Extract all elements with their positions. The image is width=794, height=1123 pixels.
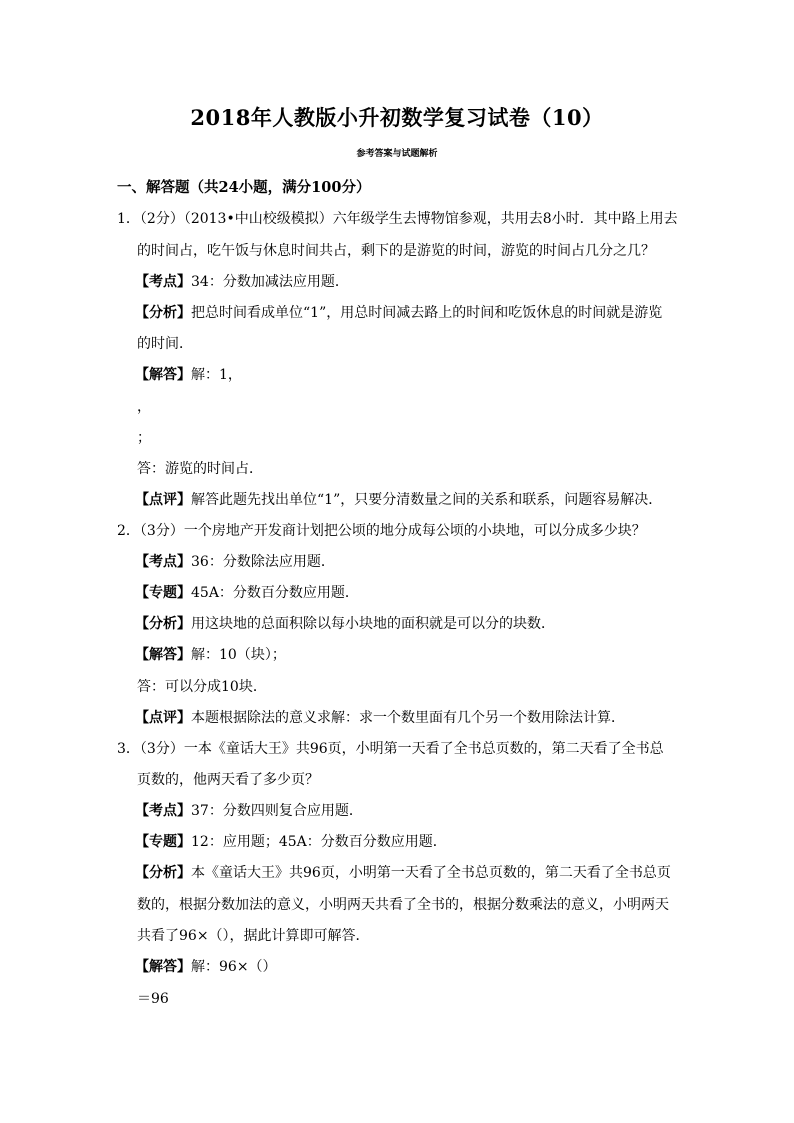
q1-dianping-tag: 【点评】 — [135, 492, 191, 508]
q3-jieda — [135, 956, 277, 976]
q2-dianping — [135, 707, 625, 727]
q1-kaodian-tag: 【考点】 — [135, 274, 191, 290]
q1-stem-line2: 的时间占，吃午饭与休息时间共占，剩下的是游览的时间，游览的时间占几分之几？ — [137, 243, 655, 259]
q3-zhuanti-text: 12：应用题；45A：分数百分数应用题． — [191, 834, 447, 850]
q1-kaodian — [135, 271, 349, 291]
q1-jieda-line3: ； — [137, 430, 151, 446]
q3-fenxi-tag: 【分析】 — [135, 865, 191, 881]
q2-jieda-text: 解：10（块）； — [191, 647, 286, 663]
q3-jieda-tag: 【解答】 — [135, 959, 191, 975]
document-subtitle: 参考答案与试题解析 — [356, 149, 438, 159]
q3-kaodian-text: 37：分数四则复合应用题． — [191, 803, 363, 819]
q2-jieda — [135, 644, 286, 664]
q2-dianping-tag: 【点评】 — [135, 710, 191, 726]
q3-stem-line2: 页数的，他两天看了多少页？ — [137, 772, 319, 788]
q2-answer: 答：可以分成10块． — [137, 679, 267, 695]
q3-zhuanti-tag: 【专题】 — [135, 834, 191, 850]
q2-kaodian-text: 36：分数除法应用题． — [191, 554, 335, 570]
q1-dianping-text: 解答此题先找出单位“1”，只要分清数量之间的关系和联系，问题容易解决． — [191, 492, 663, 508]
q3-jieda-text1: 解：96×（） — [191, 959, 277, 975]
q3-kaodian — [135, 800, 363, 820]
q2-fenxi — [135, 613, 555, 633]
q3-fenxi-text1: 本《童话大王》共96页，小明第一天看了全书总页数的，第二天看了全书总页 — [191, 865, 671, 881]
q3-kaodian-tag: 【考点】 — [135, 803, 191, 819]
q2-zhuanti-text: 45A：分数百分数应用题． — [191, 585, 359, 601]
q2-kaodian-tag: 【考点】 — [135, 554, 191, 570]
q2-fenxi-tag: 【分析】 — [135, 616, 191, 632]
q3-fenxi — [135, 862, 671, 882]
q1-jieda-tag: 【解答】 — [135, 367, 191, 383]
q1-dianping — [135, 489, 662, 509]
q2-kaodian — [135, 551, 335, 571]
q1-fenxi-line2: 的时间． — [137, 336, 193, 352]
q1-jieda-text1: 解：1， — [191, 367, 242, 383]
q1-jieda-line2: ， — [137, 399, 151, 415]
q2-jieda-tag: 【解答】 — [135, 647, 191, 663]
q3-jieda-line2: ＝96 — [137, 991, 169, 1007]
q2-dianping-text: 本题根据除法的意义求解：求一个数里面有几个另一个数用除法计算． — [191, 710, 625, 726]
q2-stem: 2．（3分）一个房地产开发商计划把公顷的地分成每公顷的小块地，可以分成多少块？ — [117, 523, 646, 539]
document-title: 2018年人教版小升初数学复习试卷（10） — [190, 105, 604, 130]
section-heading: 一、解答题（共24小题，满分100分） — [117, 179, 371, 196]
q1-kaodian-text: 34：分数加减法应用题． — [191, 274, 349, 290]
q1-fenxi-tag: 【分析】 — [135, 305, 191, 321]
q1-answer: 答：游览的时间占． — [137, 461, 263, 477]
q3-zhuanti — [135, 831, 447, 851]
q2-zhuanti — [135, 582, 359, 602]
q3-fenxi-line3: 共看了96×（），据此计算即可解答． — [137, 928, 370, 944]
q1-jieda — [135, 364, 242, 384]
q1-fenxi-text1: 把总时间看成单位“1”，用总时间减去路上的时间和吃饭休息的时间就是游览 — [191, 305, 663, 321]
q3-fenxi-line2: 数的，根据分数加法的意义，小明两天共看了全书的，根据分数乘法的意义，小明两天 — [137, 897, 669, 913]
q2-fenxi-text: 用这块地的总面积除以每小块地的面积就是可以分的块数． — [191, 616, 555, 632]
q3-stem-line1: 3．（3分）一本《童话大王》共96页，小明第一天看了全书总页数的，第二天看了全书总 — [117, 741, 664, 757]
q2-zhuanti-tag: 【专题】 — [135, 585, 191, 601]
q1-stem-line1: 1．（2分）（2013•中山校级模拟）六年级学生去博物馆参观，共用去8小时．其中路上用去 — [117, 211, 678, 227]
q1-fenxi — [135, 302, 662, 322]
